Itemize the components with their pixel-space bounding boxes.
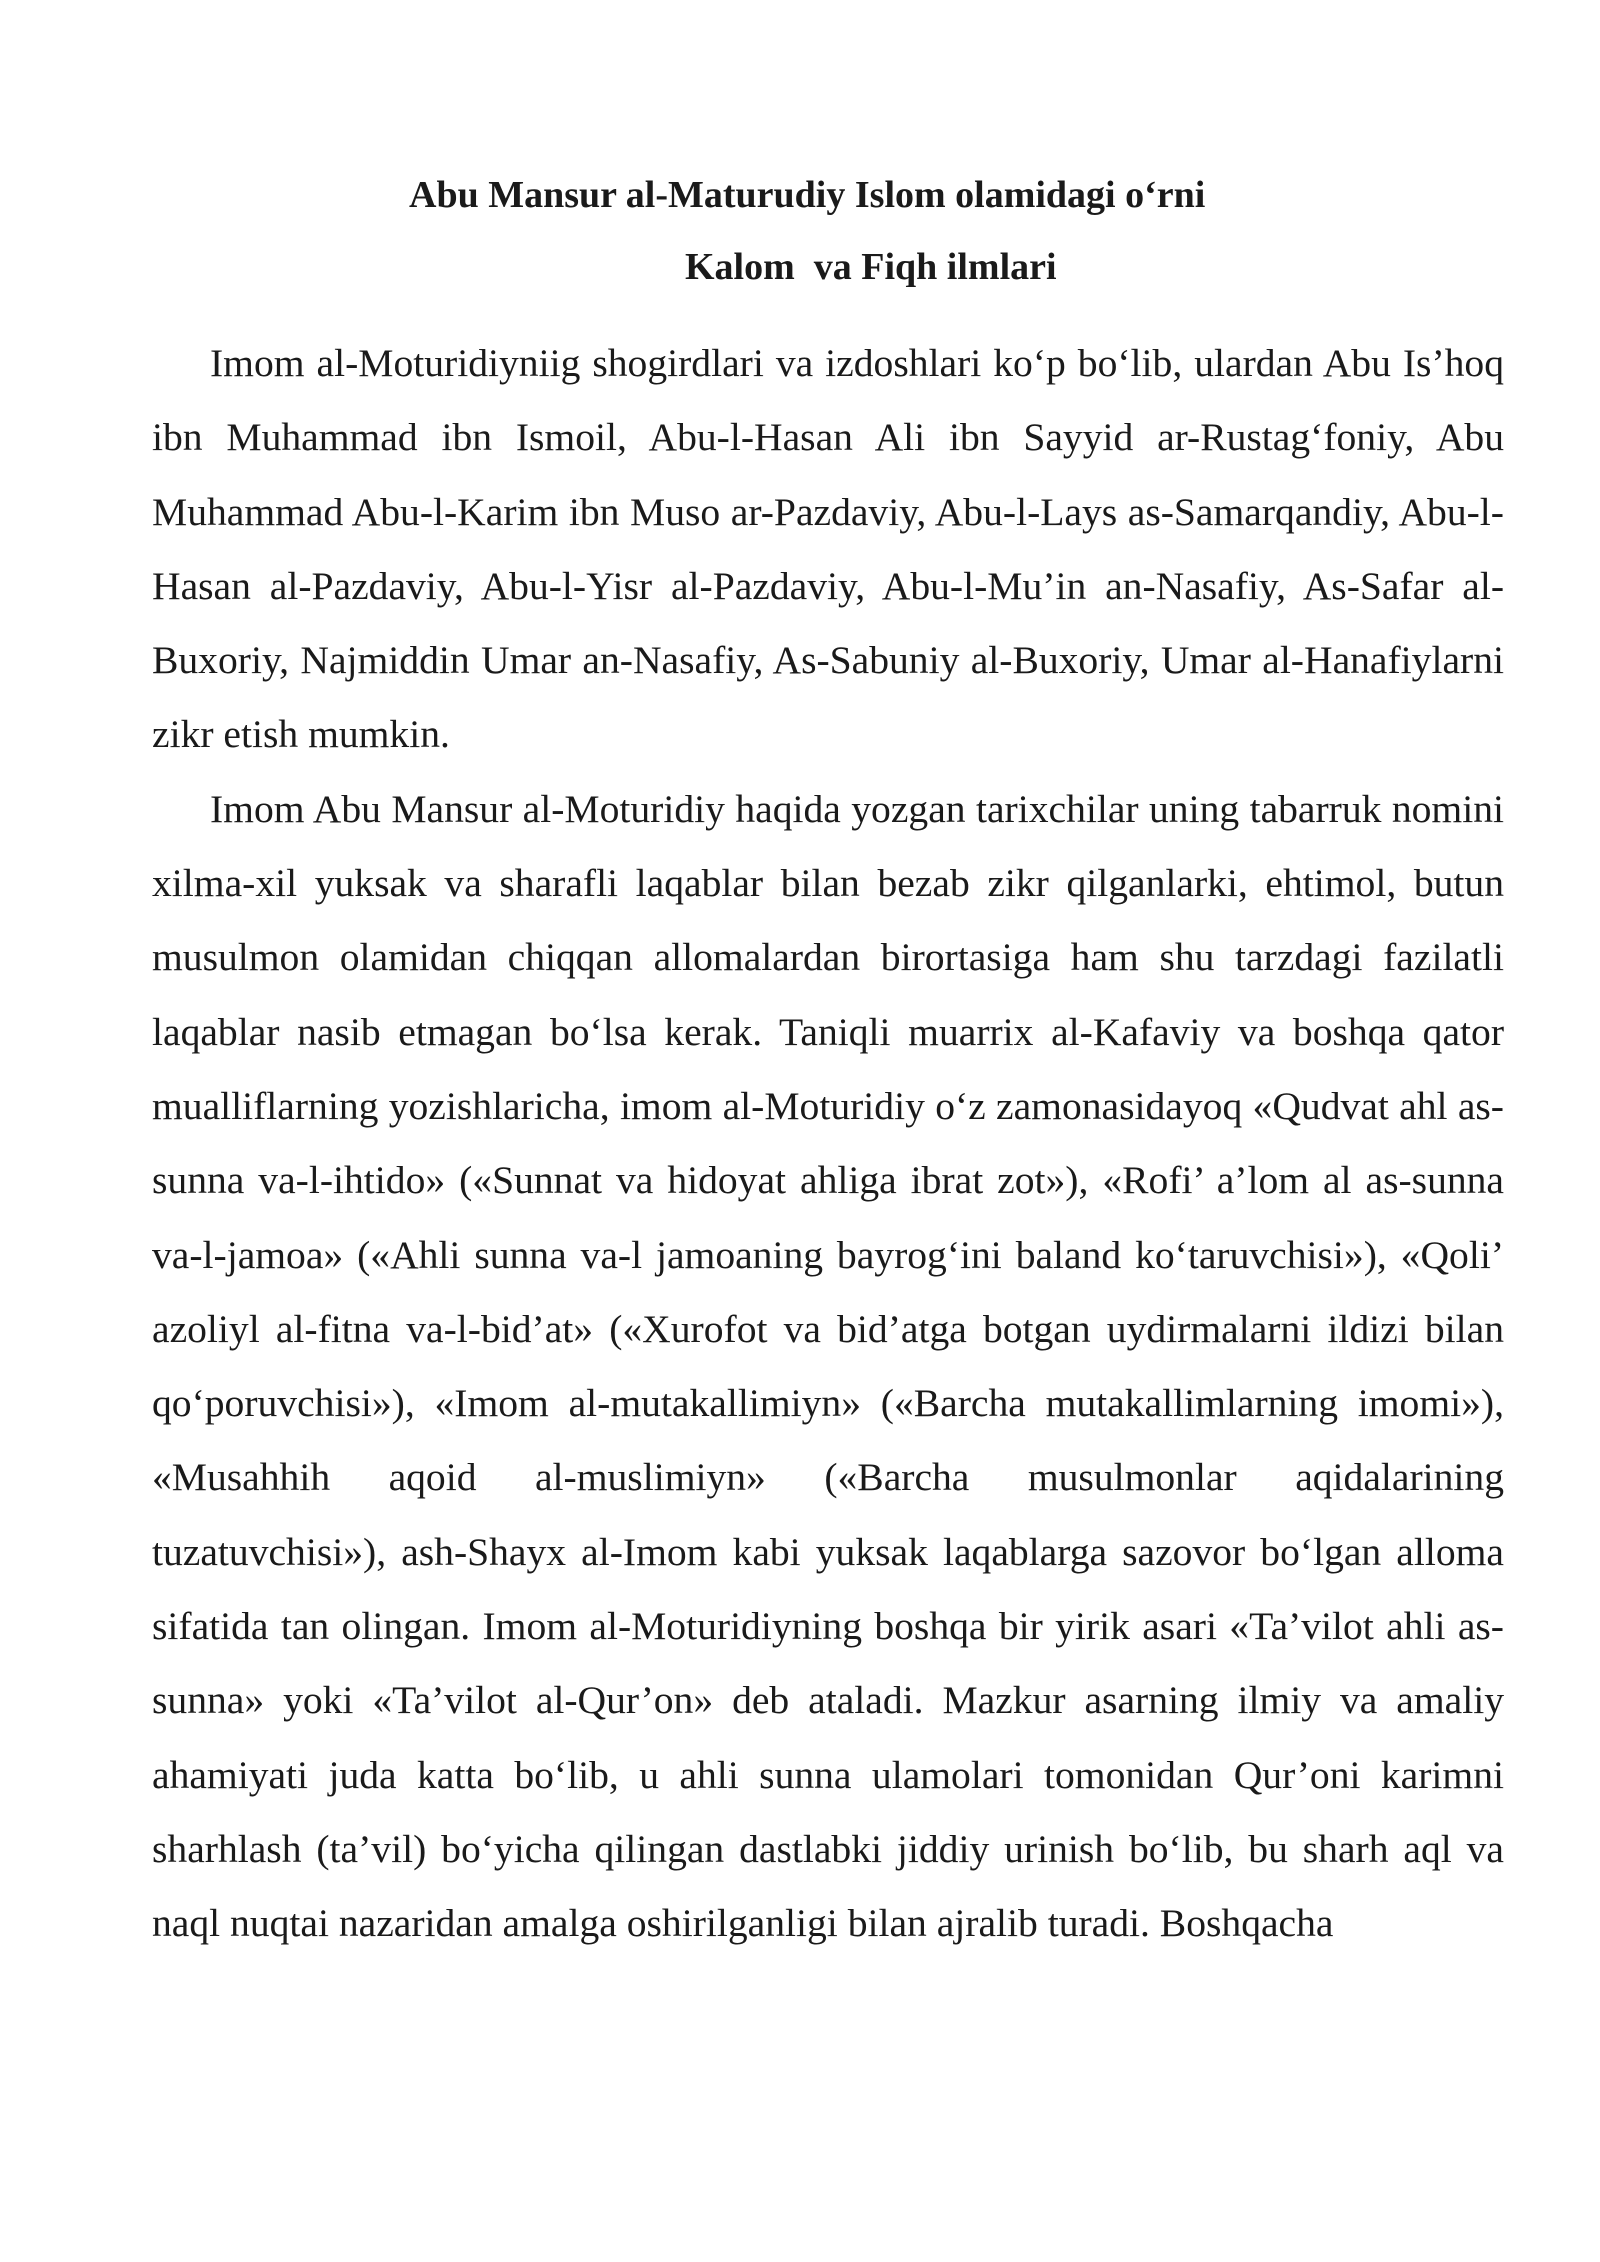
paragraph-1: Imom al-Moturidiyniig shogirdlari va izdoshlari ko‘p bo‘lib, ulardan Abu Is’hoq ibn Muhammad ibn Ismoil, Abu-l-Hasan Ali ibn Sayyid ar-Rustag‘foniy, Abu Muhammad Abu-l-Karim ibn Muso ar-Pazdaviy, Abu-l-Lays as-Samarqandiy, Abu-l-Hasan al-Pazdaviy, Abu-l-Yisr al-Pazdaviy, Abu-l-Mu’in an-Nasafiy, As-Safar al-Buxoriy, Najmiddin Umar an-Nasafiy, As-Sabuniy al-Buxoriy, Umar al-Hanafiylarni zikr etish mumkin. bbox=[152, 341, 1504, 757]
document-subtitle: Kalom va Fiqh ilmlari bbox=[685, 246, 1057, 288]
document-title: Abu Mansur al-Maturudiy Islom olamidagi o‘rni bbox=[409, 174, 1206, 216]
document-body bbox=[152, 326, 1504, 1961]
paragraph-2: Imom Abu Mansur al-Moturidiy haqida yozgan tarixchilar uning tabarruk nomini xilma-xil yuksak va sharafli laqablar bilan bezab zikr qilganlarki, ehtimol, butun musulmon olamidan chiqqan allomalardan birortasiga ham shu tarzdagi fazilatli laqablar nasib etmagan bo‘lsa kerak. Taniqli muarrix al-Kafaviy va boshqa qator mualliflarning yozishlaricha, imom al-Moturidiy o‘z zamonasidayoq «Qudvat ahl as-sunna va-l-ihtido» («Sunnat va hidoyat ahliga ibrat zot»), «Rofi’ a’lom al as-sunna va-l-jamoa» («Ahli sunna va-l jamoaning bayrog‘ini baland ko‘taruvchisi»), «Qoli’ azoliyl al-fitna va-l-bid’at» («Xurofot va bid’atga botgan uydirmalarni ildizi bilan qo‘poruvchisi»), «Imom al-mutakallimiyn» («Barcha mutakallimlarning imomi»), «Musahhih aqoid al-muslimiyn» («Barcha musulmonlar aqidalarining tuzatuvchisi»), ash-Shayx al-Imom kabi yuksak laqablarga sazovor bo‘lgan alloma sifatida tan olingan. Imom al-Moturidiyning boshqa bir yirik asari «Ta’vilot ahli as-sunna» yoki «Ta’vilot al-Qur’on» deb ataladi. Mazkur asarning ilmiy va amaliy ahamiyati juda katta bo‘lib, u ahli sunna ulamolari tomonidan Qur’oni karimni sharhlash (ta’vil) bo‘yicha qilingan dastlabki jiddiy urinish bo‘lib, bu sharh aql va naql nuqtai nazaridan amalga oshirilganligi bilan ajralib turadi. Boshqacha bbox=[152, 786, 1504, 1946]
